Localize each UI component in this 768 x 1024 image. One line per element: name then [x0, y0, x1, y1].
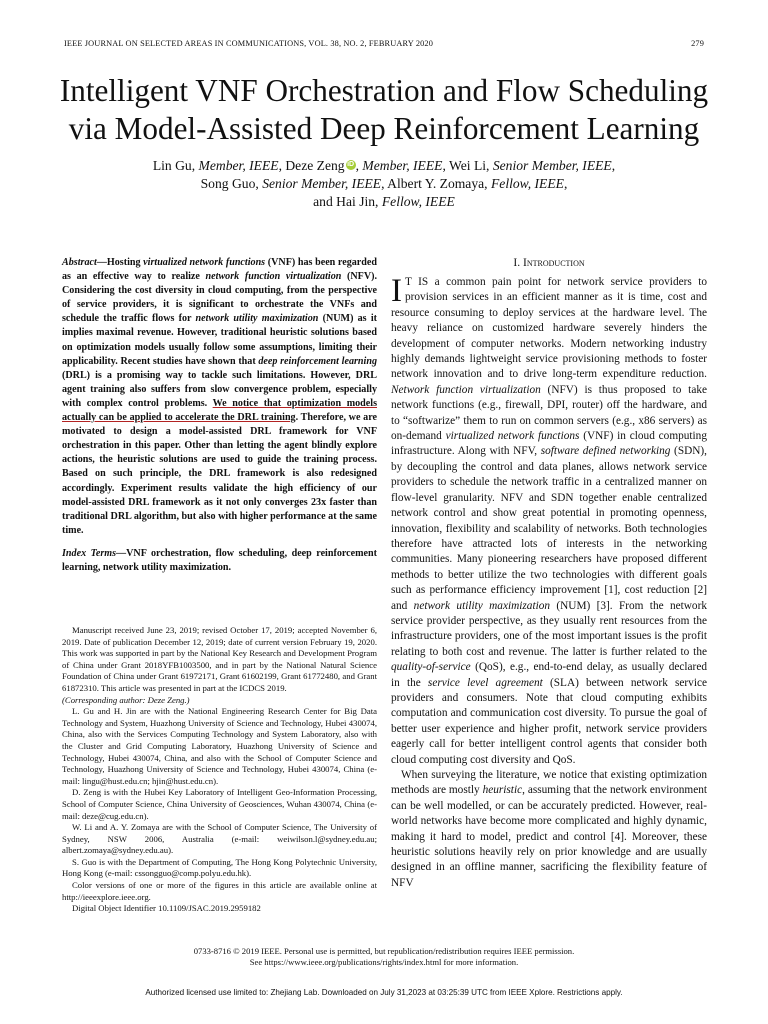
footnote-color-note: Color versions of one or more of the figures in this article are available online at http://ieeexplore.ieee.org. [62, 880, 377, 902]
page-number: 279 [691, 39, 704, 48]
title-line-1: Intelligent VNF Orchestration and Flow Scheduling [59, 73, 709, 108]
abstract-lead: Abstract [62, 257, 97, 268]
copyright-line-1: 0733-8716 © 2019 IEEE. Personal use is permitted, but republication/redistribution requires IEEE permission. [193, 946, 575, 956]
intro-paragraph: When surveying the literature, we notice that existing optimization methods are mostly heuristic, assuming that the network environment can be well modelled, or can be accurately predicted. However, real-world networks have become more complicated and highly dynamic, making it hard to model, predict and control [4]. Moreover, these heuristic solutions heavily rely on prior knowledge and are usually designed in an offline manner, sacrificing the flexibility feature of NFV [391, 769, 707, 889]
footnote-manuscript: Manuscript received June 23, 2019; revised October 17, 2019; accepted November 6, 2019. Date of publication December 12, 2019; date of current version February 19, 2020. This work was supported in part by the National Key Research and Development Program of China under Grant 2018YFB1003500, and in part by the National Natural Science Foundation of China under Grant 61972171, Grant 61602199, Grant 61772480, and Grant 61872310. This article was presented in part at the ICDCS 2019. [62, 625, 377, 693]
footnote-affiliation: D. Zeng is with the Hubei Key Laboratory of Intelligent Geo-Information Processing, School of Computer Science, China University of Geosciences, Wuhan 430074, China (e-mail: deze@cug.edu.cn). [62, 787, 377, 821]
authorized-use-notice: Authorized licensed use limited to: Zhejiang Lab. Downloaded on July 31,2023 at 03:25:39 UTC from IEEE Xplore. Restrictions apply. [145, 988, 623, 997]
authors-line-3: and Hai Jin, Fellow, IEEE [313, 194, 455, 210]
abstract: Abstract—Hosting virtualized network functions (VNF) has been regarded as an effective way to realize network function virtualization (NFV). Considering the cost diversity in cloud computing, from the perspective of service providers, it is significant to orchestrate the VNFs and schedule the traffic flows for network utility maximization (NUM) as it implies maximal revenue. However, traditional heuristic solutions based on optimization models usually follow some assumptions, limiting their applicability. Recent studies have shown that deep reinforcement learning (DRL) is a promising way to tackle such limitations. However, DRL agent training also suffers from slow convergence problem, especially with complex control problems. We notice that optimization models actually can be applied to accelerate the DRL training. Therefore, we are motivated to design a model-assisted DRL framework for VNF orchestration in this paper. Other than letting the agent blindly explore actions, the heuristic solutions are used to guide the training process. Based on such principle, the DRL framework is also redesigned accordingly. Experiment results validate the high efficiency of our model-assisted DRL framework as it not only converges 23x faster than traditional DRL algorithm, but also with higher performance at the same time. [62, 257, 377, 536]
journal-name: IEEE JOURNAL ON SELECTED AREAS IN COMMUNICATIONS, VOL. 38, NO. 2, FEBRUARY 2020 [64, 39, 434, 48]
index-terms-lead: Index Terms [62, 548, 117, 559]
authors-line-1: Lin Gu, Member, IEEE, Deze Zeng iD , Member, IEEE, Wei Li, Senior Member, IEEE, [152, 158, 616, 173]
highlighted-sentence: We notice that optimization models actually can be applied to accelerate the DRL training [62, 397, 377, 424]
footnote-affiliation: L. Gu and H. Jin are with the National Engineering Research Center for Big Data Technology and System, Huazhong University of Science and Technology, Hubei 430074, China, also with the Services Computing Technology and System Laboratory, also with the Cluster and Grid Computing Laboratory, Huazhong University of Science and Technology, Hubei 430074, China, and also with the School of Computer Science and Technology, Huazhong University of Science and Technology, Hubei 430074, China (e-mail: lingu@hust.edu.cn; hjin@hust.edu.cn). [62, 706, 377, 786]
orcid-icon[interactable]: iD [347, 161, 355, 168]
footnote-affiliation: S. Guo is with the Department of Computing, The Hong Kong Polytechnic University, Hong Kong (e-mail: cssongguo@comp.polyu.edu.hk). [62, 856, 377, 879]
paper-title [0, 72, 768, 148]
author-list [0, 157, 768, 212]
copyright-notice [0, 946, 768, 969]
authors-line-2: Song Guo, Senior Member, IEEE, Albert Y. Zomaya, Fellow, IEEE, [200, 176, 568, 192]
intro-paragraph: I T IS a common pain point for network service providers to provision services in an efficient manner as it is time, cost and resource consuming to deploy services at the hardware level. The heavy reliance on customized hardware severely hinders the development of computer networks. Modern networking industry highly demands lightweight service provisioning methods to foster network innovation and to drive long-term expenditure reduction. Network function virtualization (NFV) is thus proposed to take network functions (e.g., firewall, DPI, router) off the hardware, and to “softwarize” them to run on common servers (e.g., x86 servers) as on-demand virtualized network functions (VNF) in cloud computing infrastructure. Along with NFV, software defined networking (SDN), by decoupling the control and data planes, allows network service providers to schedule the network traffic in a centralized manner on flow-level granularity. NFV and SDN together enable centralized network control and show great potential in promoting openness, innovation, flexibility and scalability of networks. Both technologies therefore have attracted lots of interests in the networking communities. Many pioneering researchers have proposed different methods to better utilize the two technologies with different goals such as performance efficiency improvement [1], cost reduction [2] and network utility maximization (NUM) [3]. From the network service provider perspective, as they usually rent resources from the infrastructure providers, one of the most important issues is the profit relating to both cost and revenue. The latter is further related to the quality-of-service (QoS), e.g., end-to-end delay, as usually declared in the service level agreement (SLA) between network service providers and consumers. Note that cloud computing exhibits computation and communication cost diversity. To pursue the goal of better user experience and higher profit, network service providers eagerly call for better intelligent control agents that consider both cloud computing cost diversity and QoS. [391, 273, 708, 766]
footnote-affiliation: W. Li and A. Y. Zomaya are with the School of Computer Science, The University of Sydney, NSW 2006, Australia (e-mail: weiwilson.l@sydney.edu.au; albert.zomaya@sydney.edu.au). [62, 822, 377, 856]
footnote-corresponding: (Corresponding author: Deze Zeng.) [62, 694, 190, 705]
footnotes [62, 625, 377, 915]
drop-cap: I [391, 273, 402, 309]
copyright-line-2: See https://www.ieee.org/publications/rights/index.html for more information. [249, 957, 519, 968]
footnote-doi: Digital Object Identifier 10.1109/JSAC.2019.2959182 [72, 903, 261, 914]
introduction-body [391, 275, 707, 891]
title-line-2: via Model-Assisted Deep Reinforcement Learning [68, 111, 700, 146]
section-heading: I. Introduction [513, 256, 585, 269]
index-terms: Index Terms—VNF orchestration, flow scheduling, deep reinforcement learning, network utility maximization. [62, 548, 377, 574]
